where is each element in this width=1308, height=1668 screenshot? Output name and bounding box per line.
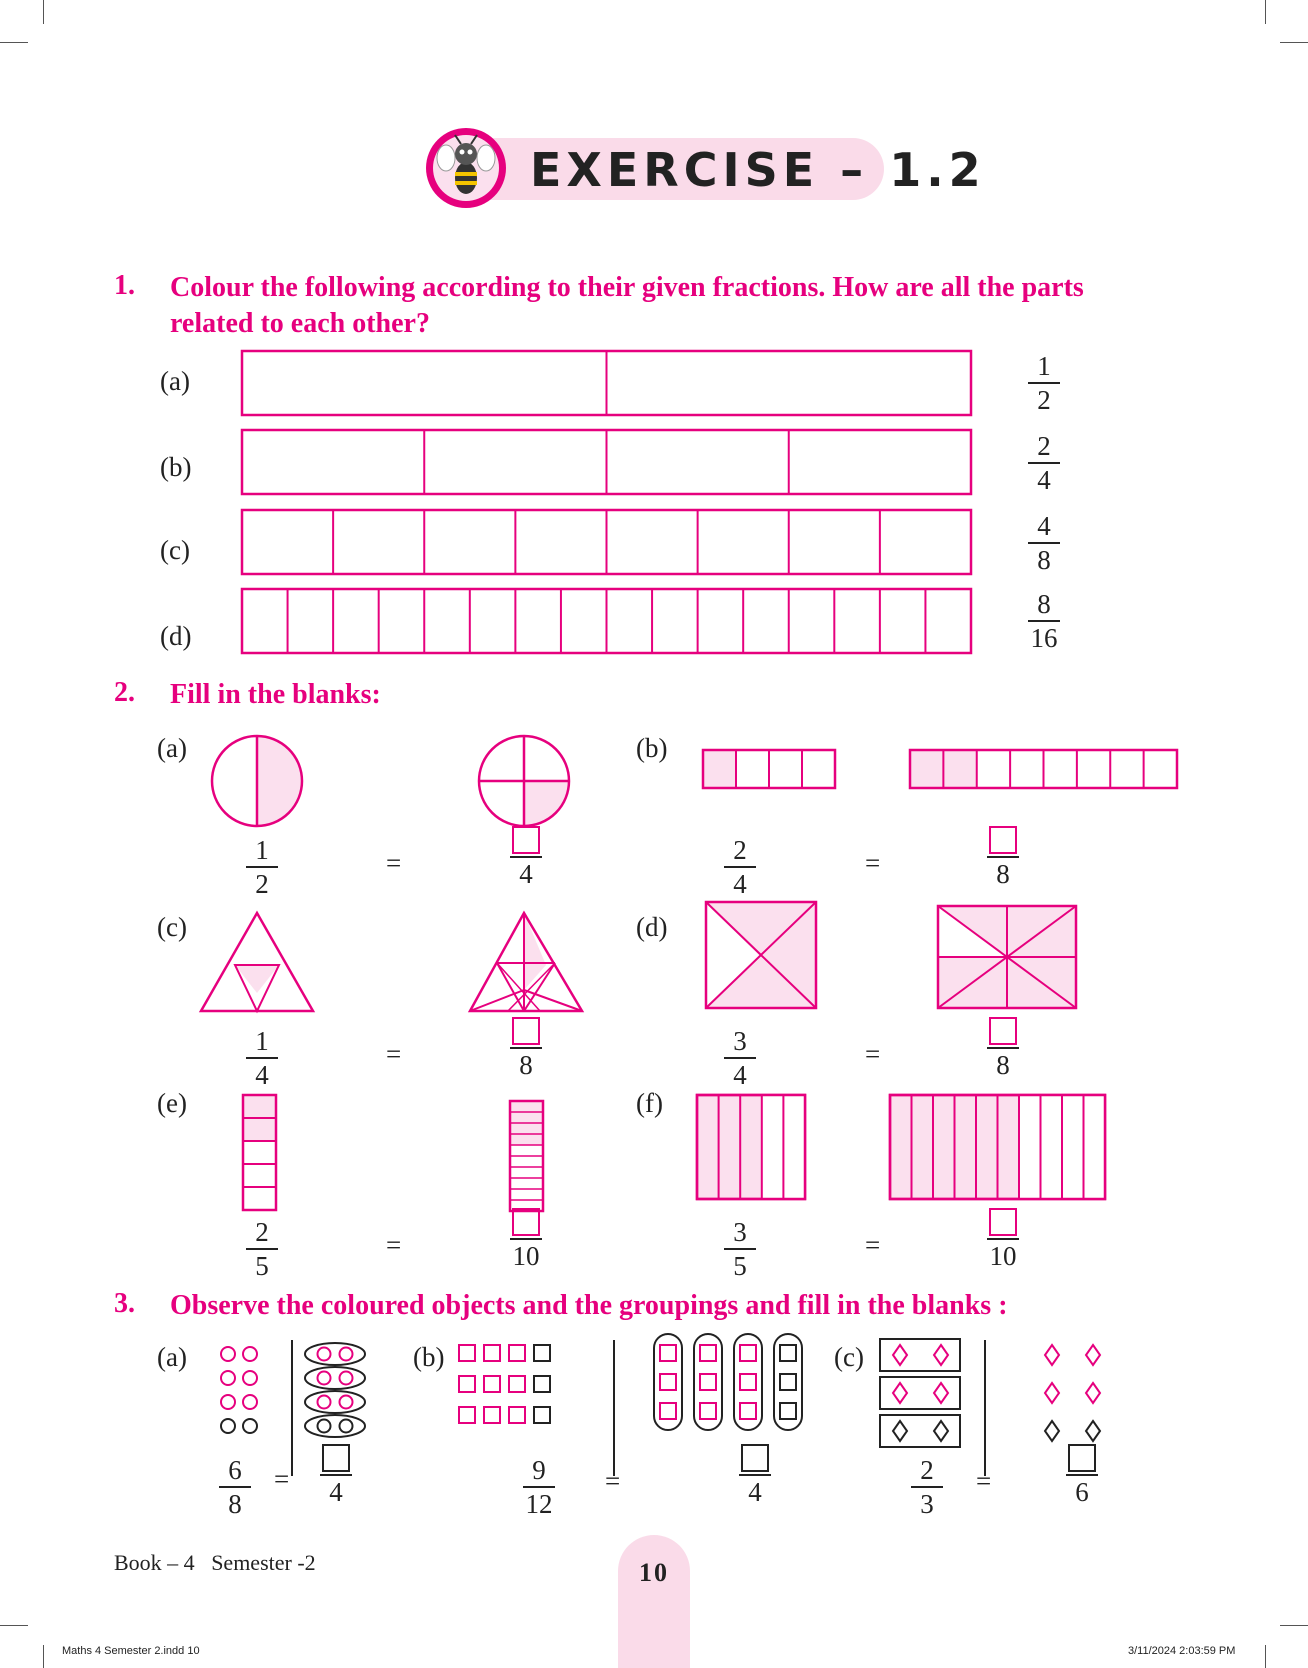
- vertical-five-strip: [243, 1095, 276, 1210]
- circle-object: [221, 1419, 235, 1433]
- circle-object: [221, 1371, 235, 1385]
- answer-box[interactable]: [989, 1208, 1017, 1236]
- square-object: [459, 1407, 475, 1423]
- q2e-right-fraction: 10: [496, 1208, 556, 1270]
- q2c-right-fraction: 8: [496, 1017, 556, 1079]
- group-capsule: [774, 1334, 802, 1430]
- equals-sign: =: [976, 1466, 992, 1496]
- squares-ungrouped: [459, 1345, 550, 1423]
- eight-part-bar: [910, 750, 1177, 788]
- square-object: [660, 1345, 676, 1361]
- four-part-bar: [703, 750, 835, 788]
- group-oval: [305, 1391, 365, 1413]
- answer-box[interactable]: [1068, 1444, 1096, 1472]
- q2c-left-fraction: 1 4: [232, 1027, 292, 1089]
- square-object: [740, 1345, 756, 1361]
- q1-label-c: (c): [160, 535, 190, 565]
- square-object: [534, 1376, 550, 1392]
- q1-label-d: (d): [160, 621, 192, 651]
- q2-label-f: (f): [636, 1088, 663, 1118]
- q2a-right-fraction: 4: [496, 826, 556, 888]
- square-object: [780, 1403, 796, 1419]
- circle-object: [243, 1371, 257, 1385]
- diamonds-grouped: [880, 1339, 960, 1447]
- q2-label-b: (b): [636, 733, 668, 763]
- q2f-left-fraction: 3 5: [710, 1218, 770, 1280]
- square-object: [780, 1345, 796, 1361]
- diamond-object: [934, 1345, 948, 1365]
- equals-sign: =: [605, 1466, 621, 1496]
- circle-object: [340, 1396, 353, 1409]
- answer-box[interactable]: [512, 1017, 540, 1045]
- circle-object: [221, 1347, 235, 1361]
- q1-fraction-d: 8 16: [1014, 590, 1074, 652]
- q3b-left-fraction: 9 12: [509, 1456, 569, 1518]
- diamond-object: [1045, 1421, 1059, 1441]
- square-object: [459, 1376, 475, 1392]
- q3-label-b: (b): [413, 1342, 445, 1372]
- q3-label-c: (c): [834, 1342, 864, 1372]
- question-1-line-2: related to each other?: [170, 308, 430, 339]
- q3c-left-fraction: 2 3: [897, 1456, 957, 1518]
- square-object: [700, 1345, 716, 1361]
- square-object: [484, 1345, 500, 1361]
- circle-object: [340, 1372, 353, 1385]
- ten-column-rect: [890, 1095, 1105, 1199]
- vertical-ten-strip: [510, 1101, 543, 1211]
- answer-box[interactable]: [741, 1444, 769, 1472]
- circle-object: [243, 1395, 257, 1409]
- equals-sign: =: [865, 1230, 881, 1260]
- q3b-right-fraction: 4: [725, 1444, 785, 1506]
- q1-fraction-a: 1 2: [1014, 352, 1074, 414]
- group-capsule: [694, 1334, 722, 1430]
- q2-label-e: (e): [157, 1088, 187, 1118]
- circle-object: [340, 1420, 353, 1433]
- circles-ungrouped: [221, 1347, 257, 1433]
- question-2-number: 2.: [114, 677, 135, 708]
- q2b-left-fraction: 2 4: [710, 836, 770, 898]
- exercise-title: EXERCISE – 1.2: [530, 143, 986, 197]
- equals-sign: =: [386, 848, 402, 878]
- squares-grouped: [654, 1334, 802, 1430]
- diamond-object: [1045, 1383, 1059, 1403]
- half-circle-figure: [212, 736, 302, 826]
- footer-book-info: Book – 4 Semester -2: [114, 1550, 316, 1575]
- q2a-left-fraction: 1 2: [232, 836, 292, 898]
- q2-label-d: (d): [636, 912, 668, 942]
- diamonds-ungrouped: [1045, 1345, 1100, 1441]
- circle-object: [318, 1348, 331, 1361]
- q2e-left-fraction: 2 5: [232, 1218, 292, 1280]
- q2d-right-fraction: 8: [973, 1017, 1033, 1079]
- question-3-number: 3.: [114, 1288, 135, 1319]
- circle-object: [243, 1347, 257, 1361]
- equals-sign: =: [865, 848, 881, 878]
- bee-mascot-icon: [426, 128, 506, 208]
- q1-label-b: (b): [160, 452, 192, 482]
- q3c-right-fraction: 6: [1052, 1444, 1112, 1506]
- triangle-eighths-figure: [470, 913, 582, 1011]
- circle-object: [221, 1395, 235, 1409]
- equals-sign: =: [865, 1039, 881, 1069]
- answer-box[interactable]: [512, 826, 540, 854]
- answer-box[interactable]: [512, 1208, 540, 1236]
- question-1-number: 1.: [114, 270, 135, 301]
- square-object: [509, 1407, 525, 1423]
- question-2-title: Fill in the blanks:: [170, 679, 381, 710]
- diamond-object: [934, 1421, 948, 1441]
- equals-sign: =: [274, 1464, 290, 1494]
- square-object: [660, 1403, 676, 1419]
- triangle-quarters-figure: [201, 913, 313, 1011]
- square-object: [740, 1403, 756, 1419]
- equals-sign: =: [386, 1230, 402, 1260]
- page-number-tab: [618, 1535, 690, 1668]
- q2-label-a: (a): [157, 733, 187, 763]
- circle-object: [318, 1396, 331, 1409]
- diamond-object: [934, 1383, 948, 1403]
- q3a-left-fraction: 6 8: [205, 1456, 265, 1518]
- diamond-object: [1045, 1345, 1059, 1365]
- square-object: [459, 1345, 475, 1361]
- q1-fraction-b: 2 4: [1014, 432, 1074, 494]
- circle-object: [340, 1348, 353, 1361]
- square-object: [484, 1407, 500, 1423]
- group-oval: [305, 1367, 365, 1389]
- equals-sign: =: [386, 1039, 402, 1069]
- square-object: [660, 1374, 676, 1390]
- print-slug-file: Maths 4 Semester 2.indd 10: [62, 1645, 200, 1657]
- q2-label-c: (c): [157, 912, 187, 942]
- print-slug-date: 3/11/2024 2:03:59 PM: [1128, 1645, 1236, 1657]
- circles-grouped: [305, 1343, 365, 1437]
- square-object: [740, 1374, 756, 1390]
- q2d-left-fraction: 3 4: [710, 1027, 770, 1089]
- group-capsule: [654, 1334, 682, 1430]
- answer-box[interactable]: [989, 1017, 1017, 1045]
- square-quarters-figure: [706, 902, 816, 1008]
- square-object: [700, 1403, 716, 1419]
- q2f-right-fraction: 10: [973, 1208, 1033, 1270]
- fraction-strips: [242, 351, 971, 653]
- five-column-rect: [697, 1095, 805, 1199]
- diamond-object: [893, 1345, 907, 1365]
- square-object: [509, 1376, 525, 1392]
- quarter-circle-figure: [479, 736, 569, 826]
- answer-box[interactable]: [989, 826, 1017, 854]
- q2b-right-fraction: 8: [973, 826, 1033, 888]
- group-oval: [305, 1415, 365, 1437]
- q3-label-a: (a): [157, 1342, 187, 1372]
- diamond-object: [893, 1383, 907, 1403]
- answer-box[interactable]: [322, 1444, 350, 1472]
- circle-object: [318, 1372, 331, 1385]
- page-number: 10: [639, 1558, 669, 1587]
- rectangle-eighths-figure: [938, 906, 1076, 1008]
- square-object: [534, 1407, 550, 1423]
- question-1-line-1: Colour the following according to their given fractions. How are all the parts: [170, 272, 1084, 303]
- circle-object: [243, 1419, 257, 1433]
- circle-object: [318, 1420, 331, 1433]
- q1-label-a: (a): [160, 366, 190, 396]
- square-object: [534, 1345, 550, 1361]
- group-capsule: [734, 1334, 762, 1430]
- square-object: [780, 1374, 796, 1390]
- diamond-object: [1086, 1383, 1100, 1403]
- diamond-object: [893, 1421, 907, 1441]
- q3a-right-fraction: 4: [306, 1444, 366, 1506]
- square-object: [700, 1374, 716, 1390]
- square-object: [484, 1376, 500, 1392]
- square-object: [509, 1345, 525, 1361]
- group-oval: [305, 1343, 365, 1365]
- question-3-title: Observe the coloured objects and the groupings and fill in the blanks :: [170, 1290, 1008, 1321]
- q1-fraction-c: 4 8: [1014, 512, 1074, 574]
- diamond-object: [1086, 1421, 1100, 1441]
- diamond-object: [1086, 1345, 1100, 1365]
